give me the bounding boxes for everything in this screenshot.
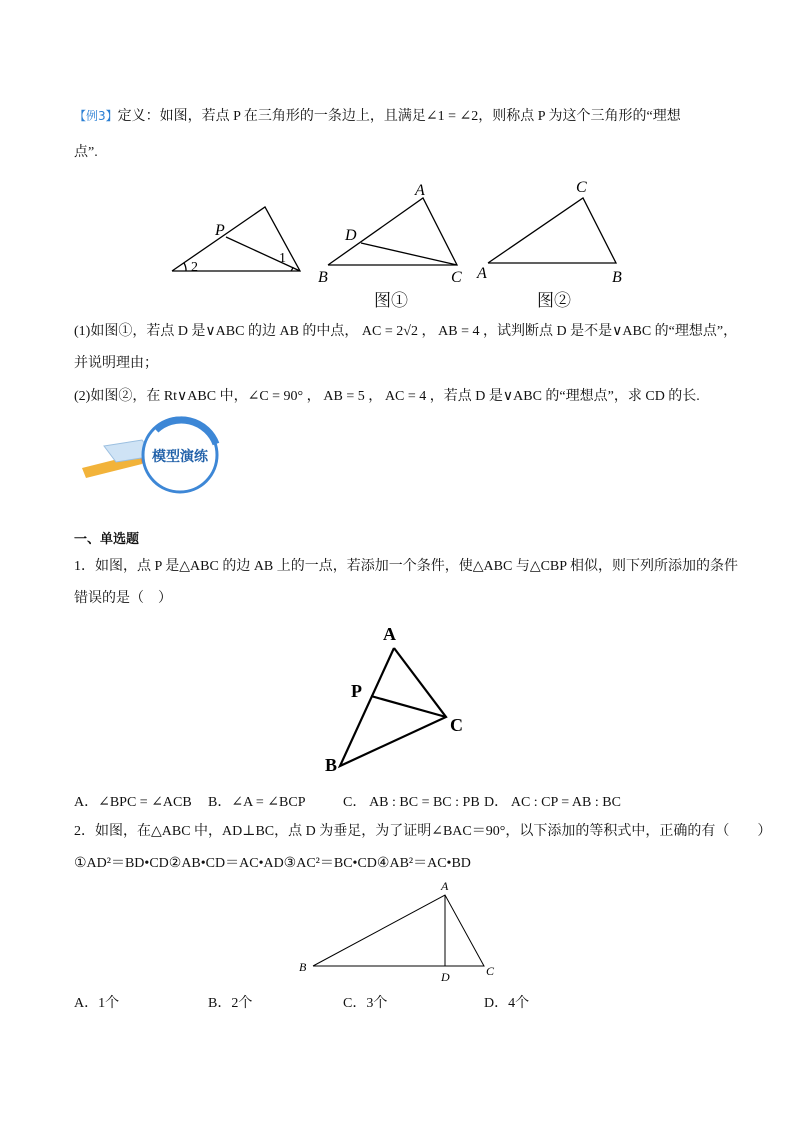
q2-label-d: D — [441, 970, 450, 984]
q1-label-a: A — [383, 624, 396, 644]
example-tag: 【例3】 — [74, 109, 118, 123]
label-p: P — [215, 222, 225, 239]
q1-label-b: B — [325, 755, 338, 775]
example-question-1-line2: 并说明理由； — [74, 356, 158, 371]
q1-label-c: C — [450, 715, 463, 735]
model-practice-badge — [76, 416, 236, 496]
q2-label-a: A — [441, 879, 449, 893]
question-1-line1: 1．如图，点 P 是△ABC 的边 AB 上的一点，若添加一个条件，使△ABC 与△CBP 相似，则下列所添加的条件 — [74, 559, 739, 574]
triangle-c-outline — [488, 198, 616, 263]
q2-option-b[interactable]: B．2个 — [208, 996, 253, 1011]
q2-option-c[interactable]: C．3个 — [343, 996, 388, 1011]
q1-option-a[interactable]: A．∠BPC = ∠ACB — [74, 795, 192, 810]
q1-option-d[interactable]: D． AC : CP = AB : BC — [484, 795, 621, 810]
q2-option-a[interactable]: A．1个 — [74, 996, 120, 1011]
q2-label-c: C — [486, 964, 495, 978]
example-question-2: (2)如图②，在 Rt∨ABC 中，∠C = 90° ， AB = 5 ， AC = 4 ，若点 D 是∨ABC 的“理想点”，求 CD 的长. — [74, 389, 700, 404]
label-angle-1: 1 — [279, 251, 286, 266]
triangle-a-segment — [226, 237, 300, 271]
label-angle-2: 2 — [191, 260, 198, 275]
question-2-figure — [0, 878, 794, 988]
q1-option-c[interactable]: C． AB : BC = BC : PB — [343, 795, 480, 810]
label-b2: B — [612, 269, 622, 286]
angle-2-arc — [184, 263, 186, 271]
question-2-line1: 2．如图，在△ABC 中，AD⊥BC，点 D 为垂足，为了证明∠BAC＝90°，以下添加的等积式中，正确的有（ ） — [74, 824, 772, 839]
question-1-line2: 错误的是（ ） — [74, 591, 172, 606]
badge-text: 模型演练 — [152, 450, 208, 465]
label-a: A — [415, 182, 425, 199]
example-definition-line2: 点”. — [74, 145, 98, 160]
label-c: C — [451, 269, 462, 286]
figure-1-label: 图① — [374, 291, 408, 311]
example-definition-line1: 【例3】定义：如图，若点 P 在三角形的一条边上，且满足∠1 = ∠2，则称点 P 为这个三角形的“理想 — [74, 109, 681, 124]
label-c2: C — [576, 179, 587, 196]
q2-option-d[interactable]: D．4个 — [484, 996, 530, 1011]
triangle-b-segment — [361, 243, 457, 265]
label-b: B — [318, 269, 328, 286]
q2-label-b: B — [299, 960, 307, 974]
q1-option-b[interactable]: B．∠A = ∠BCP — [208, 795, 306, 810]
question-1-figure — [0, 620, 794, 780]
q1-label-p: P — [351, 681, 362, 701]
example-question-1-line1: (1)如图①，若点 D 是∨ABC 的边 AB 的中点， AC = 2√2 ， AB = 4 ，试判断点 D 是不是∨ABC 的“理想点”， — [74, 324, 738, 339]
section-title: 一、单选题 — [74, 532, 140, 547]
figure-2-label: 图② — [537, 291, 571, 311]
question-2-line2: ①AD²＝BD•CD②AB•CD＝AC•AD③AC²＝BC•CD④AB²＝AC•BD — [74, 856, 471, 871]
label-a2: A — [477, 265, 487, 282]
label-d: D — [345, 227, 357, 244]
